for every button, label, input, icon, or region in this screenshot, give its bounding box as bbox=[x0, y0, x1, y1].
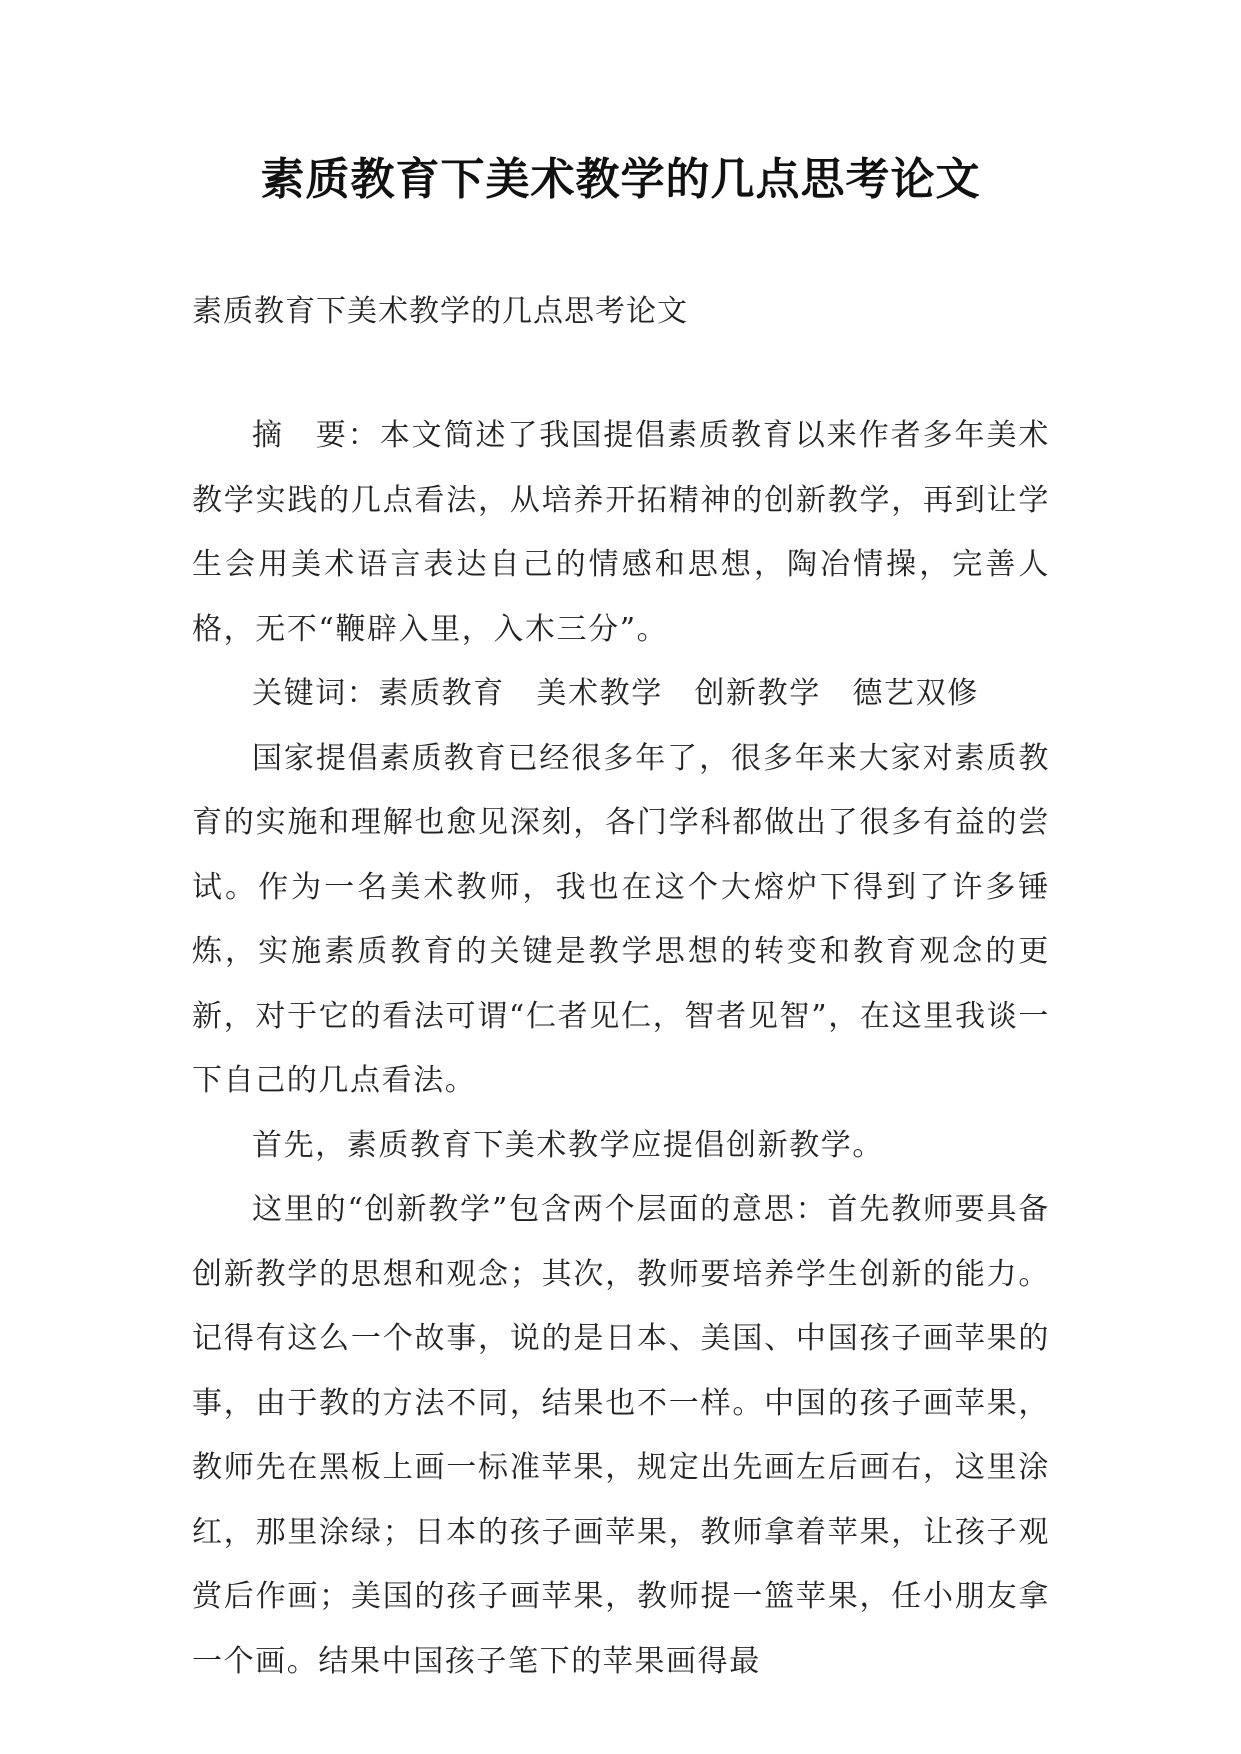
abstract-paragraph: 摘 要：本文简述了我国提倡素质教育以来作者多年美术教学实践的几点看法，从培养开拓精神的创新教学，再到让学生会用美术语言表达自己的情感和思想，陶冶情操，完善人格，无不“鞭辟入里，入木三分”。 bbox=[192, 418, 1050, 647]
document-body bbox=[192, 404, 1050, 1694]
body-paragraph: 这里的“创新教学”包含两个层面的意思：首先教师要具备创新教学的思想和观念；其次，教师要培养学生创新的能力。记得有这么一个故事，说的是日本、美国、中国孩子画苹果的事，由于教的方法不同，结果也不一样。中国的孩子画苹果，教师先在黑板上画一标准苹果，规定出先画左后画右，这里涂红，那里涂绿；日本的孩子画苹果，教师拿着苹果，让孩子观赏后作画；美国的孩子画苹果，教师提一篮苹果，任小朋友拿一个画。结果中国孩子笔下的苹果画得最 bbox=[192, 1192, 1050, 1679]
body-paragraph: 首先，素质教育下美术教学应提倡创新教学。 bbox=[252, 1127, 884, 1163]
document-title: 素质教育下美术教学的几点思考论文 bbox=[260, 154, 981, 205]
document-subtitle: 素质教育下美术教学的几点思考论文 bbox=[192, 294, 688, 329]
body-paragraph: 国家提倡素质教育已经很多年了，很多年来大家对素质教育的实施和理解也愈见深刻，各门学科都做出了很多有益的尝试。作为一名美术教师，我也在这个大熔炉下得到了许多锤炼，实施素质教育的关键是教学思想的转变和教育观念的更新，对于它的看法可谓“仁者见仁，智者见智”，在这里我谈一下自己的几点看法。 bbox=[192, 740, 1050, 1098]
keywords-paragraph: 关键词：素质教育 美术教学 创新教学 德艺双修 bbox=[252, 676, 979, 711]
